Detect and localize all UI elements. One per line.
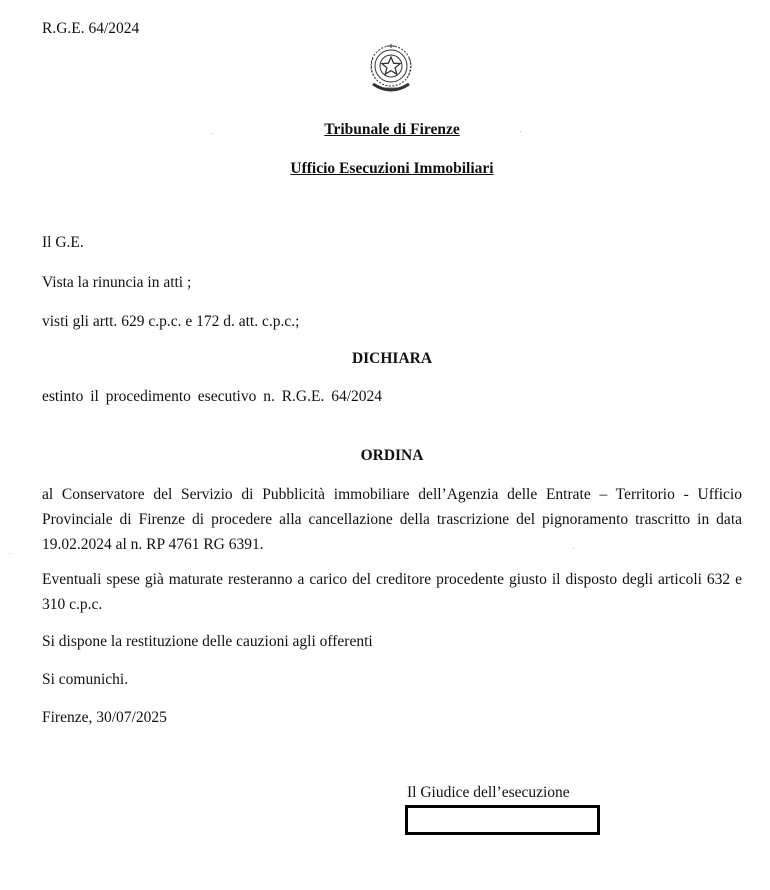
signature-label: Il Giudice dell’esecuzione bbox=[407, 784, 570, 801]
scan-speck bbox=[9, 553, 10, 554]
italian-republic-emblem-icon bbox=[365, 38, 417, 100]
ordina-heading: ORDINA bbox=[360, 447, 424, 464]
dichiara-text: estinto il procedimento esecutivo n. R.G.E. 64/2024 bbox=[42, 388, 383, 405]
spese-paragraph: Eventuali spese già maturate resteranno a carico del creditore procedente giusto il disposto degli articoli 632 e 310 c.p.c. bbox=[42, 571, 742, 613]
dichiara-heading: DICHIARA bbox=[351, 350, 433, 367]
judge-intro: Il G.E. bbox=[42, 234, 84, 251]
scan-speck bbox=[573, 548, 574, 549]
redacted-signature-box bbox=[405, 805, 600, 835]
visti-clause: visti gli artt. 629 c.p.c. e 172 d. att. c.p.c.; bbox=[42, 313, 300, 330]
vista-clause: Vista la rinuncia in atti ; bbox=[42, 274, 192, 291]
restituzione-line: Si dispone la restituzione delle cauzioni agli offerenti bbox=[42, 633, 373, 650]
scan-speck bbox=[212, 133, 213, 134]
place-date: Firenze, 30/07/2025 bbox=[42, 709, 167, 726]
court-title: Tribunale di Firenze bbox=[324, 121, 460, 138]
case-number: R.G.E. 64/2024 bbox=[42, 20, 140, 37]
scan-speck bbox=[520, 131, 521, 132]
office-title: Ufficio Esecuzioni Immobiliari bbox=[290, 160, 494, 177]
ordina-paragraph: al Conservatore del Servizio di Pubblicità immobiliare dell’Agenzia delle Entrate – Territorio - Ufficio Provinciale di Firenze di procedere alla cancellazione della trascrizione del pignoramento trascritto in data 19.02.2024 al n. RP 4761 RG 6391. bbox=[42, 486, 742, 553]
comunichi-line: Si comunichi. bbox=[42, 671, 129, 688]
